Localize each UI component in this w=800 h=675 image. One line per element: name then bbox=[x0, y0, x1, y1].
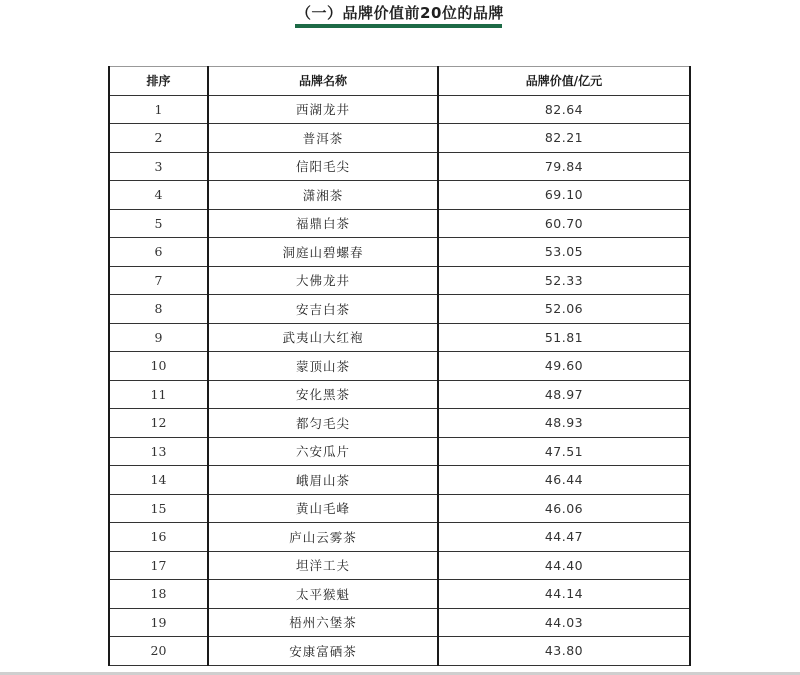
brand-name-cell: 黄山毛峰 bbox=[208, 494, 438, 523]
brand-value-cell: 69.10 bbox=[438, 181, 690, 210]
brand-name-cell: 西湖龙井 bbox=[208, 95, 438, 124]
rank-cell: 8 bbox=[109, 295, 208, 324]
brand-value-cell: 82.21 bbox=[438, 124, 690, 153]
table-row bbox=[109, 266, 690, 295]
rank-cell: 15 bbox=[109, 494, 208, 523]
brand-name-cell: 安康富硒茶 bbox=[208, 637, 438, 666]
brand-value-cell: 79.84 bbox=[438, 152, 690, 181]
rank-cell: 16 bbox=[109, 523, 208, 552]
table-row bbox=[109, 608, 690, 637]
table-header-row bbox=[109, 67, 690, 96]
brand-value-cell: 44.14 bbox=[438, 580, 690, 609]
header-rank: 排序 bbox=[109, 67, 208, 96]
brand-value-cell: 53.05 bbox=[438, 238, 690, 267]
rank-cell: 9 bbox=[109, 323, 208, 352]
table-row bbox=[109, 466, 690, 495]
rank-cell: 3 bbox=[109, 152, 208, 181]
brand-name-cell: 安化黑茶 bbox=[208, 380, 438, 409]
rank-cell: 7 bbox=[109, 266, 208, 295]
table-row bbox=[109, 181, 690, 210]
table-row bbox=[109, 95, 690, 124]
table-row bbox=[109, 209, 690, 238]
table-row bbox=[109, 295, 690, 324]
rank-cell: 17 bbox=[109, 551, 208, 580]
table-row bbox=[109, 352, 690, 381]
brand-name-cell: 武夷山大红袍 bbox=[208, 323, 438, 352]
brand-name-cell: 潇湘茶 bbox=[208, 181, 438, 210]
table-row bbox=[109, 637, 690, 666]
section-title: （一）品牌价值前20位的品牌 bbox=[296, 4, 504, 22]
rank-cell: 13 bbox=[109, 437, 208, 466]
rank-cell: 2 bbox=[109, 124, 208, 153]
title-underline bbox=[295, 24, 502, 28]
brand-value-cell: 44.03 bbox=[438, 608, 690, 637]
rank-cell: 5 bbox=[109, 209, 208, 238]
brand-name-cell: 梧州六堡茶 bbox=[208, 608, 438, 637]
table-row bbox=[109, 437, 690, 466]
brand-value-cell: 47.51 bbox=[438, 437, 690, 466]
brand-name-cell: 安吉白茶 bbox=[208, 295, 438, 324]
header-brand-value: 品牌价值/亿元 bbox=[438, 67, 690, 96]
table-row bbox=[109, 238, 690, 267]
brand-value-cell: 49.60 bbox=[438, 352, 690, 381]
brand-name-cell: 峨眉山茶 bbox=[208, 466, 438, 495]
brand-name-cell: 六安瓜片 bbox=[208, 437, 438, 466]
rank-cell: 19 bbox=[109, 608, 208, 637]
brand-value-cell: 51.81 bbox=[438, 323, 690, 352]
header-brand-name: 品牌名称 bbox=[208, 67, 438, 96]
brand-value-cell: 60.70 bbox=[438, 209, 690, 238]
brand-value-cell: 44.40 bbox=[438, 551, 690, 580]
table-row bbox=[109, 124, 690, 153]
rank-cell: 10 bbox=[109, 352, 208, 381]
brand-name-cell: 普洱茶 bbox=[208, 124, 438, 153]
brand-value-cell: 44.47 bbox=[438, 523, 690, 552]
table-row bbox=[109, 551, 690, 580]
brand-value-table bbox=[108, 66, 691, 666]
table-row bbox=[109, 323, 690, 352]
brand-name-cell: 洞庭山碧螺春 bbox=[208, 238, 438, 267]
rank-cell: 1 bbox=[109, 95, 208, 124]
brand-name-cell: 信阳毛尖 bbox=[208, 152, 438, 181]
table-row bbox=[109, 580, 690, 609]
rank-cell: 18 bbox=[109, 580, 208, 609]
brand-value-cell: 52.06 bbox=[438, 295, 690, 324]
table-row bbox=[109, 152, 690, 181]
rank-cell: 4 bbox=[109, 181, 208, 210]
table-row bbox=[109, 523, 690, 552]
table-row bbox=[109, 409, 690, 438]
brand-value-cell: 46.06 bbox=[438, 494, 690, 523]
rank-cell: 12 bbox=[109, 409, 208, 438]
brand-name-cell: 大佛龙井 bbox=[208, 266, 438, 295]
brand-name-cell: 庐山云雾茶 bbox=[208, 523, 438, 552]
brand-value-cell: 48.97 bbox=[438, 380, 690, 409]
rank-cell: 11 bbox=[109, 380, 208, 409]
rank-cell: 6 bbox=[109, 238, 208, 267]
brand-value-cell: 48.93 bbox=[438, 409, 690, 438]
brand-name-cell: 太平猴魁 bbox=[208, 580, 438, 609]
table-row bbox=[109, 380, 690, 409]
brand-name-cell: 福鼎白茶 bbox=[208, 209, 438, 238]
rank-cell: 14 bbox=[109, 466, 208, 495]
brand-value-cell: 82.64 bbox=[438, 95, 690, 124]
brand-name-cell: 都匀毛尖 bbox=[208, 409, 438, 438]
table-row bbox=[109, 494, 690, 523]
brand-name-cell: 蒙顶山茶 bbox=[208, 352, 438, 381]
brand-value-cell: 46.44 bbox=[438, 466, 690, 495]
brand-value-cell: 43.80 bbox=[438, 637, 690, 666]
rank-cell: 20 bbox=[109, 637, 208, 666]
brand-value-cell: 52.33 bbox=[438, 266, 690, 295]
brand-name-cell: 坦洋工夫 bbox=[208, 551, 438, 580]
